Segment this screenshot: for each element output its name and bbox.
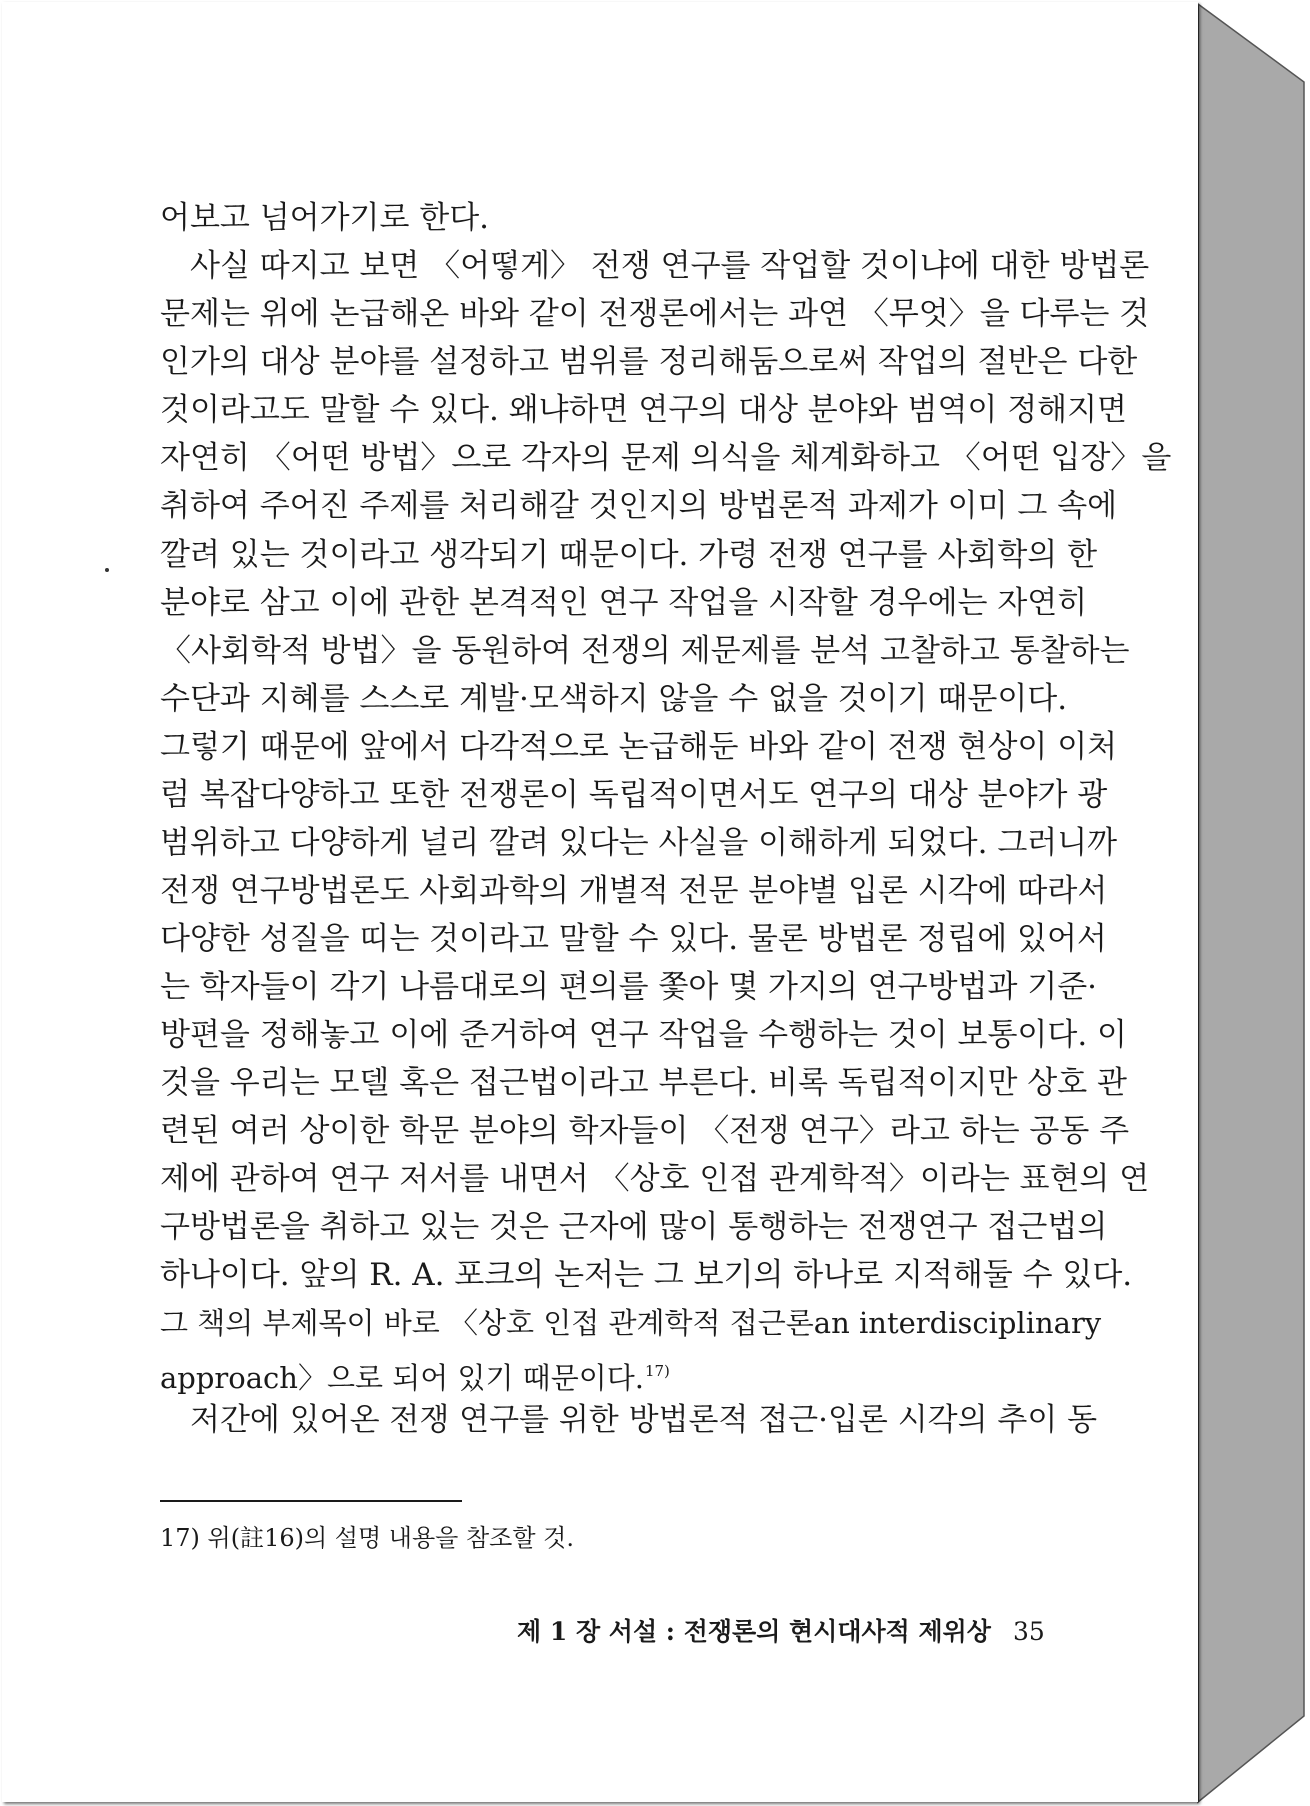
running-footer [517, 1616, 1045, 1648]
footnote-reference: 17) [644, 1362, 670, 1380]
page-number: 35 [1012, 1617, 1045, 1646]
footnote-rule [160, 1500, 462, 1502]
text-line: 제에 관하여 연구 저서를 내면서 〈상호 인접 관계학적〉이라는 표현의 연 [160, 1161, 1150, 1197]
text-line: 〈사회학적 방법〉을 동원하여 전쟁의 제문제를 분석 고찰하고 통찰하는 [160, 633, 1130, 669]
print-speck [105, 568, 109, 572]
text-line: 것을 우리는 모델 혹은 접근법이라고 부른다. 비록 독립적이지만 상호 관 [160, 1065, 1127, 1101]
text-line: 것이라고도 말할 수 있다. 왜냐하면 연구의 대상 분야와 범역이 정해지면 [160, 392, 1127, 428]
chapter-title: 제 1 장 서설 : 전쟁론의 현시대사적 제위상 [517, 1617, 991, 1646]
text-line: 럼 복잡다양하고 또한 전쟁론이 독립적이면서도 연구의 대상 분야가 광 [160, 777, 1108, 813]
text-line: 련된 여러 상이한 학문 분야의 학자들이 〈전쟁 연구〉라고 하는 공동 주 [160, 1113, 1130, 1149]
text-line: 범위하고 다양하게 널리 깔려 있다는 사실을 이해하게 되었다. 그러니까 [160, 825, 1118, 861]
book-page [2, 2, 1198, 1802]
footnote: 17) 위(註16)의 설명 내용을 참조할 것. [160, 1524, 574, 1552]
text-line: 문제는 위에 논급해온 바와 같이 전쟁론에서는 과연 〈무엇〉을 다루는 것 [160, 296, 1150, 332]
text-line: 어보고 넘어가기로 한다. [160, 200, 490, 236]
text-line: 그렇기 때문에 앞에서 다각적으로 논급해둔 바와 같이 전쟁 현상이 이처 [160, 729, 1118, 765]
text-line: 깔려 있는 것이라고 생각되기 때문이다. 가령 전쟁 연구를 사회학의 한 [160, 537, 1098, 573]
text-line: 방편을 정해놓고 이에 준거하여 연구 작업을 수행하는 것이 보통이다. 이 [160, 1017, 1127, 1053]
text-line: 전쟁 연구방법론도 사회과학의 개별적 전문 분야별 입론 시각에 따라서 [160, 873, 1108, 909]
text-line: 구방법론을 취하고 있는 것은 근자에 많이 통행하는 전쟁연구 접근법의 [160, 1209, 1108, 1245]
text-line: 취하여 주어진 주제를 처리해갈 것인지의 방법론적 과제가 이미 그 속에 [160, 488, 1118, 524]
book-right-edge [1198, 4, 1304, 1802]
text-line: 인가의 대상 분야를 설정하고 범위를 정리해둠으로써 작업의 절반은 다한 [160, 344, 1138, 380]
text-line: 저간에 있어온 전쟁 연구를 위한 방법론적 접근·입론 시각의 추이 동 [190, 1402, 1098, 1438]
text-line: 그 책의 부제목이 바로 〈상호 인접 관계학적 접근론an interdisciplinary [160, 1306, 1102, 1340]
text-line [160, 1351, 1048, 1395]
text-line: 사실 따지고 보면 〈어떻게〉 전쟁 연구를 작업할 것이냐에 대한 방법론 [190, 248, 1150, 284]
text-line: 자연히 〈어떤 방법〉으로 각자의 문제 의식을 체계화하고 〈어떤 입장〉을 [160, 440, 1172, 476]
text-line-body: approach〉으로 되어 있기 때문이다. [160, 1361, 644, 1395]
text-line: 하나이다. 앞의 R. A. 포크의 논저는 그 보기의 하나로 지적해둘 수 있다. [160, 1257, 1133, 1293]
text-line: 분야로 삼고 이에 관한 본격적인 연구 작업을 시작할 경우에는 자연히 [160, 585, 1088, 621]
text-line: 는 학자들이 각기 나름대로의 편의를 쫓아 몇 가지의 연구방법과 기준· [160, 969, 1098, 1005]
text-line: 다양한 성질을 띠는 것이라고 말할 수 있다. 물론 방법론 정립에 있어서 [160, 921, 1107, 957]
text-line: 수단과 지혜를 스스로 계발·모색하지 않을 수 없을 것이기 때문이다. [160, 681, 1068, 717]
